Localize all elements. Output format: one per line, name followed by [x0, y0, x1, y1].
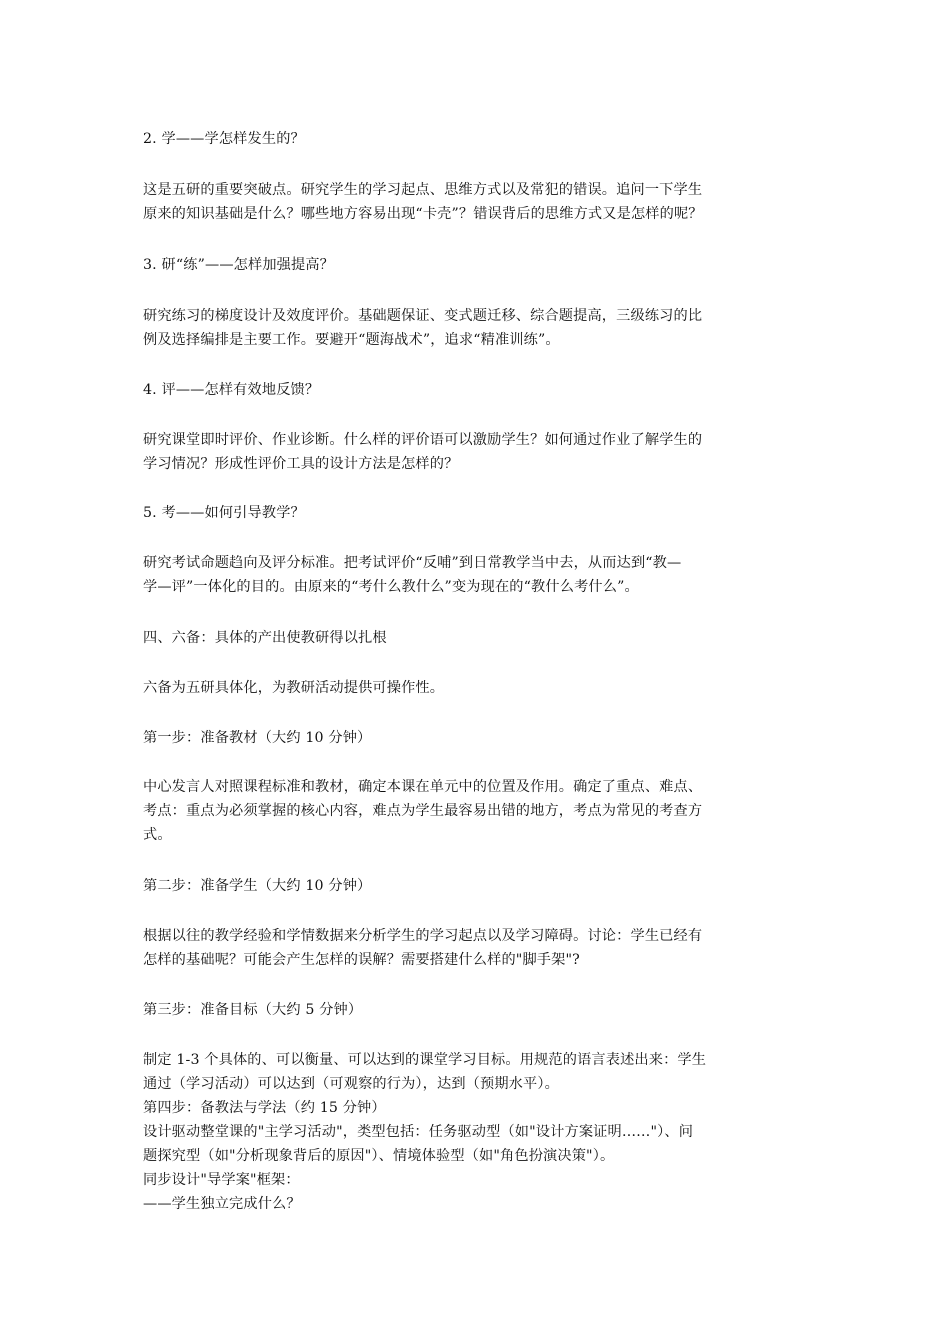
heading-exam: 5. 考——如何引导教学？	[143, 505, 305, 521]
paragraph-line: 设计驱动整堂课的"主学习活动"，类型包括：任务驱动型（如"设计方案证明……"）、问	[143, 1124, 694, 1140]
paragraph-line: 怎样的基础呢？可能会产生怎样的误解？需要搭建什么样的"脚手架"?	[143, 952, 580, 968]
heading-learn: 2. 学——学怎样发生的？	[143, 131, 305, 147]
paragraph-line: 这是五研的重要突破点。研究学生的学习起点、思维方式以及常犯的错误。追问一下学生	[143, 182, 703, 198]
paragraph-line: 研究练习的梯度设计及效度评价。基础题保证、变式题迁移、综合题提高，三级练习的比	[143, 308, 703, 324]
paragraph-line: 通过（学习活动）可以达到（可观察的行为），达到（预期水平）。	[143, 1076, 559, 1092]
heading-evaluate: 4. 评——怎样有效地反馈？	[143, 382, 320, 398]
paragraph-line: 制定 1-3 个具体的、可以衡量、可以达到的课堂学习目标。用规范的语言表述出来：学生	[143, 1052, 707, 1068]
paragraph-line: 研究课堂即时评价、作业诊断。什么样的评价语可以激励学生？如何通过作业了解学生的	[143, 432, 703, 448]
heading-practice: 3. 研“练”——怎样加强提高？	[143, 257, 335, 273]
paragraph-line: 研究考试命题趋向及评分标准。把考试评价“反哺”到日常教学当中去，从而达到“教—	[143, 555, 682, 571]
paragraph-line: 根据以往的教学经验和学情数据来分析学生的学习起点以及学习障碍。讨论：学生已经有	[143, 928, 703, 944]
paragraph-line: 同步设计"导学案"框架：	[143, 1172, 300, 1188]
paragraph-line: 例及选择编排是主要工作。要避开“题海战术”，追求“精准训练”。	[143, 332, 560, 348]
step-three-heading: 第三步：准备目标（大约 5 分钟）	[143, 1002, 363, 1018]
paragraph-line: 式。	[143, 827, 172, 843]
paragraph-line: ——学生独立完成什么？	[143, 1196, 301, 1212]
section-heading-six-preparations: 四、六备：具体的产出使教研得以扎根	[143, 630, 387, 646]
paragraph-line: 学—评”一体化的目的。由原来的“考什么教什么”变为现在的“教什么考什么”。	[143, 579, 639, 595]
step-four-heading: 第四步：备教法与学法（约 15 分钟）	[143, 1100, 386, 1116]
step-two-heading: 第二步：准备学生（大约 10 分钟）	[143, 878, 372, 894]
paragraph-line: 六备为五研具体化，为教研活动提供可操作性。	[143, 680, 445, 696]
paragraph-line: 原来的知识基础是什么？哪些地方容易出现“卡壳”？错误背后的思维方式又是怎样的呢？	[143, 206, 703, 222]
paragraph-line: 学习情况？形成性评价工具的设计方法是怎样的？	[143, 456, 459, 472]
paragraph-line: 中心发言人对照课程标准和教材，确定本课在单元中的位置及作用。确定了重点、难点、	[143, 779, 703, 795]
paragraph-line: 题探究型（如"分析现象背后的原因"）、情境体验型（如"角色扮演决策"）。	[143, 1148, 615, 1164]
step-one-heading: 第一步：准备教材（大约 10 分钟）	[143, 730, 372, 746]
paragraph-line: 考点：重点为必须掌握的核心内容，难点为学生最容易出错的地方，考点为常见的考查方	[143, 803, 703, 819]
